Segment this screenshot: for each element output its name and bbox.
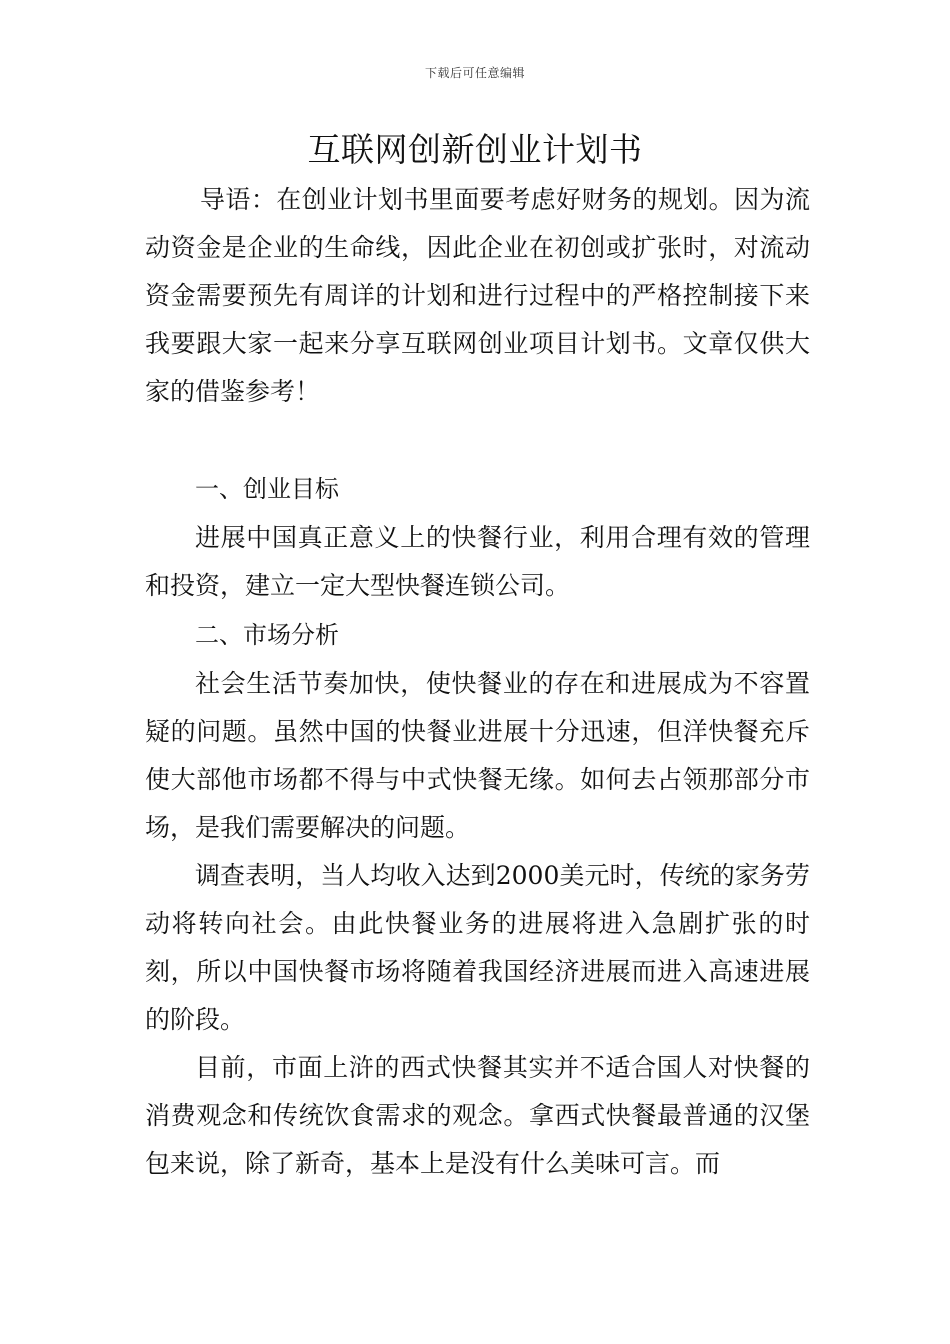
intro-paragraph: 导语：在创业计划书里面要考虑好财务的规划。因为流动资金是企业的生命线，因此企业在初创或扩张时，对流动资金需要预先有周详的计划和进行过程中的严格控制接下来我要跟大家一起来分享互联网创业项目计划书。文章仅供大家的借鉴参考！ [145, 185, 810, 406]
blank-line [145, 416, 810, 464]
section-heading-goals: 一、创业目标 [195, 475, 339, 503]
market-paragraph-2: 调查表明，当人均收入达到2000美元时，传统的家务劳动将转向社会。由此快餐业务的进展将进入急剧扩张的时刻，所以中国快餐市场将随着我国经济进展而进入高速进展的阶段。 [145, 861, 810, 1034]
document-title: 互联网创新创业计划书 [307, 130, 643, 169]
section-heading-market-analysis: 二、市场分析 [195, 621, 339, 649]
market-paragraph-3: 目前，市面上浒的西式快餐其实并不适合国人对快餐的消费观念和传统饮食需求的观念。拿西式快餐最普通的汉堡包来说，除了新奇，基本上是没有什么美味可言。而 [145, 1053, 810, 1178]
market-paragraph-1: 社会生活节奏加快，使快餐业的存在和进展成为不容置疑的问题。虽然中国的快餐业进展十分迅速，但洋快餐充斥使大部他市场都不得与中式快餐无缘。如何去占领那部分市场，是我们需要解决的问题。 [145, 669, 810, 842]
document-body [145, 176, 810, 1188]
goals-paragraph: 进展中国真正意义上的快餐行业，利用合理有效的管理和投资，建立一定大型快餐连锁公司。 [145, 523, 810, 600]
header-note: 下载后可任意编辑 [424, 66, 525, 80]
